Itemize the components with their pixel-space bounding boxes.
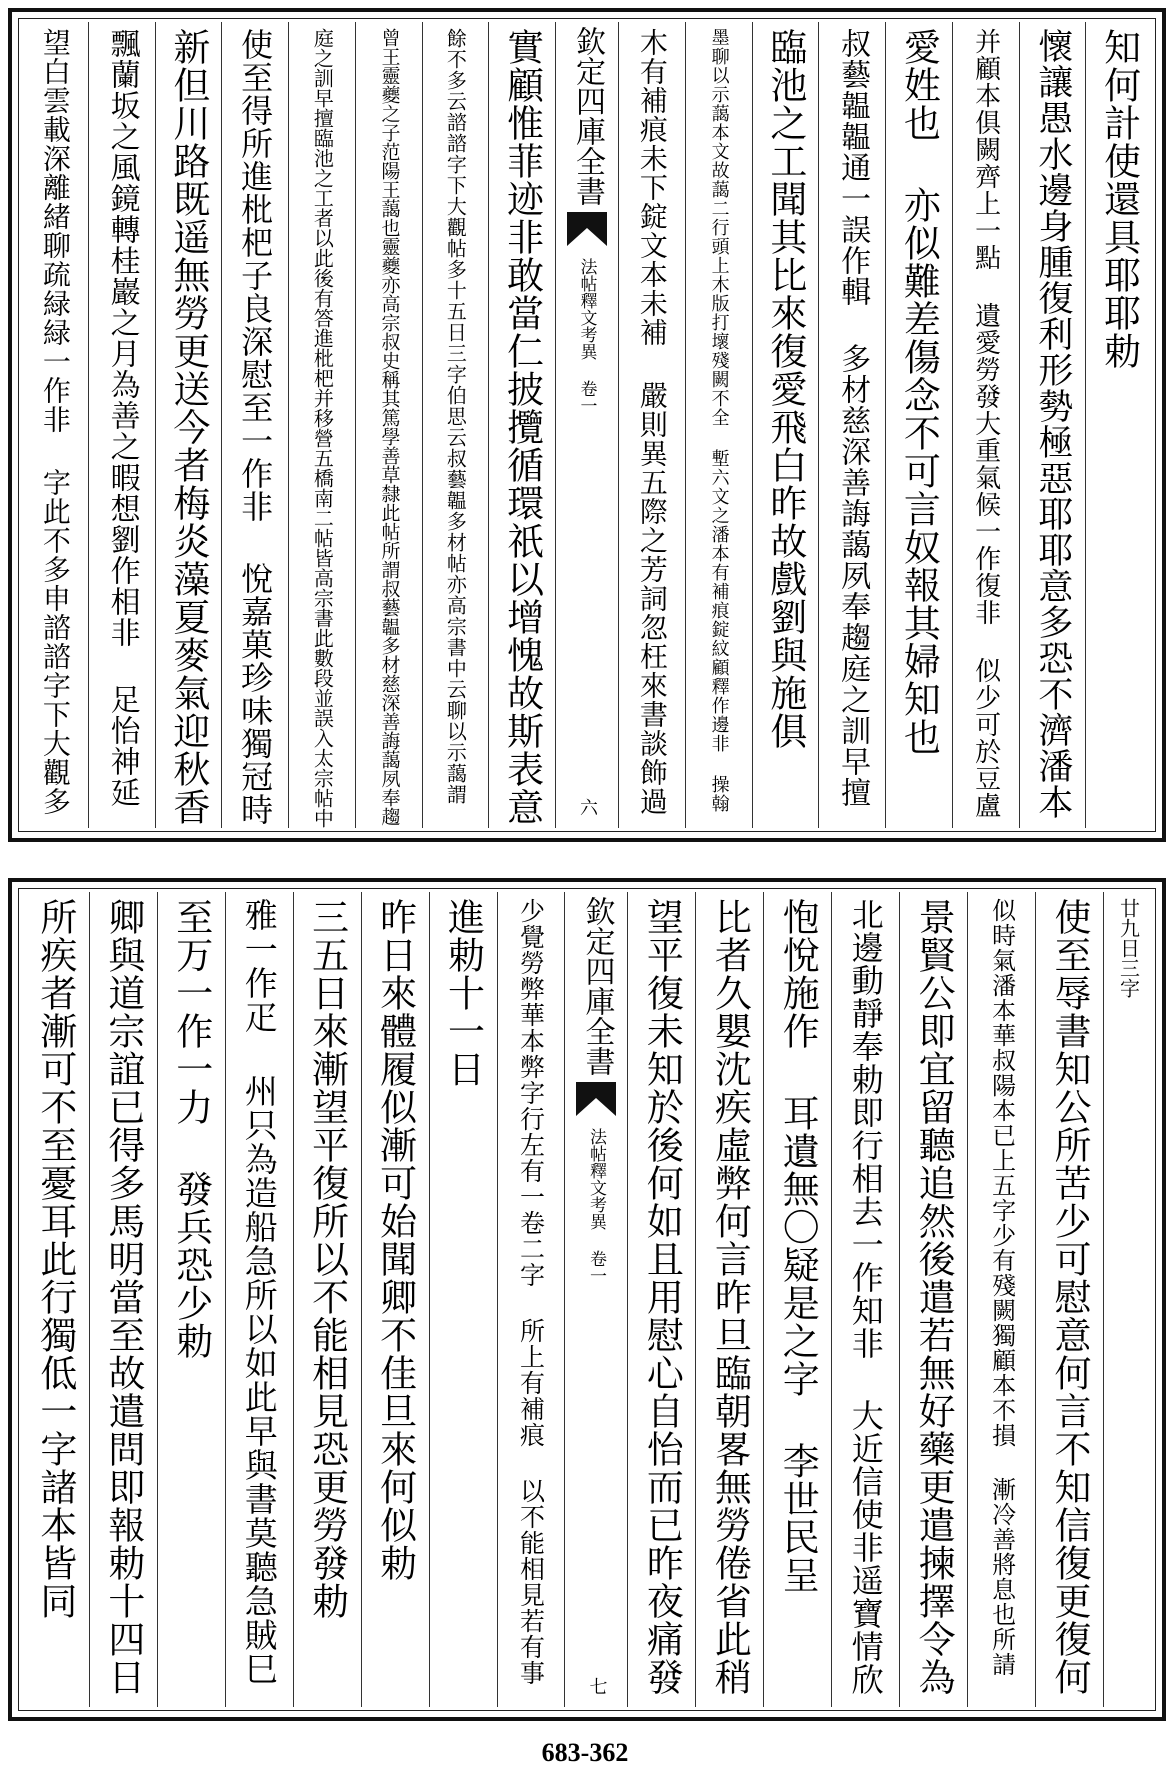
text-column [627, 892, 695, 1707]
column-text: 進勅十一日 [441, 898, 485, 1088]
text-column [1035, 892, 1103, 1707]
text-column [155, 22, 222, 828]
column-text: 雅一作疋 州只為造船急所以如此早與書莫聽急賊巳 [239, 898, 279, 1686]
column-text: 三五日來漸望平復所以不能相見恐更勞發勅 [305, 898, 349, 1620]
text-column [22, 22, 88, 828]
text-column [497, 892, 565, 1707]
column-text: 木有補痕未下錠文本未補 嚴則異五際之芳詞忽枉來書談飾過 [635, 28, 669, 816]
column-text: 昨日來體履似漸可始聞卿不佳旦來何似勅 [373, 898, 417, 1582]
column-text: 廿九日三字 [1116, 898, 1141, 998]
text-column [818, 22, 885, 828]
text-column [885, 22, 952, 828]
column-text: 庭之訓早擅臨池之工者以此後有答進枇杷并移營五橋南二帖皆高宗書此數段並誤入太宗帖中 [310, 28, 335, 828]
column-text: 北邊動靜奉勅即行相去一作知非 大近信使非遥寶情欣 [846, 898, 885, 1696]
column-text: 懷讓愚水邊身腫復利形勢極惡耶耶意多恐不濟潘本 [1032, 28, 1073, 820]
text-column [225, 892, 293, 1707]
column-text: 臨池之工聞其比來復愛飛白昨故戲劉與施俱 [763, 28, 807, 750]
text-column [695, 892, 763, 1707]
text-column [752, 22, 819, 828]
column-text: 并顧本俱闕齊上一點 遺愛勞發大重氣候一作復非 似少可於豆盧 [970, 28, 1001, 819]
column-text: 望平復未知於後何如且用慰心自怡而已昨夜痛發 [640, 898, 684, 1696]
text-column-annotation [288, 22, 355, 828]
text-column [88, 22, 155, 828]
upper-text-columns [22, 22, 1152, 828]
center-fold-column [564, 892, 627, 1707]
upper-page-block [8, 8, 1166, 842]
book-title: 欽定四庫全書 [570, 26, 605, 206]
column-text: 怉悅施作 耳遺無〇疑是之字 李世民呈 [776, 898, 820, 1594]
book-title: 欽定四庫全書 [579, 896, 615, 1076]
column-text: 墨聊以示藹本文故藹二行頭上木版打壞殘闕不全 塹六文之潘本有補痕錠紋顧釋作邊非 操翰 [708, 28, 730, 813]
column-text: 使至得所進枇杷子良深慰至一作非 悅嘉菓珍味獨冠時 [236, 28, 275, 826]
text-column-annotation [1103, 892, 1152, 1707]
text-column [831, 892, 899, 1707]
text-column [618, 22, 685, 828]
text-column [899, 892, 967, 1707]
volume-subtitle: 法帖釋文考異 卷一 [585, 1128, 606, 1284]
text-column [488, 22, 555, 828]
column-text: 飄蘭坂之風鏡轉桂巖之月為善之暇想劉作相非 足怡神延 [104, 28, 140, 808]
column-text: 望白雲載深離緒聊疏緑緑一作非 字此不多申諮諮字下大觀多 [38, 28, 72, 816]
text-column [89, 892, 157, 1707]
text-column [967, 892, 1035, 1707]
text-column [221, 22, 288, 828]
text-column [422, 22, 489, 828]
text-column [293, 892, 361, 1707]
column-text: 比者久嬰沈疾虛弊何言昨旦臨朝畧無勞倦省此稍 [708, 898, 752, 1696]
column-text: 卿與道宗誼已得多馬明當至故遣問即報勅十四日 [101, 898, 145, 1696]
column-text: 餘不多云諮諮字下大觀帖多十五日三字伯思云叔藝韞多材帖亦高宗書中云聊以示藹謂 [443, 28, 468, 805]
column-text: 少覺勞弊華本弊字行左有一卷二字 所上有補痕 以不能相見若有事 [516, 898, 546, 1686]
text-column-annotation [355, 22, 422, 828]
text-column [1019, 22, 1086, 828]
volume-subtitle: 法帖釋文考異 卷一 [576, 258, 597, 414]
text-column [429, 892, 497, 1707]
text-column [685, 22, 752, 828]
column-text: 景賢公即宜留聽追然後遣若無好藥更遣揀擇令為 [912, 898, 956, 1696]
fishtail-ornament-icon [576, 1082, 616, 1116]
text-column [763, 892, 831, 1707]
column-text: 所疾者漸可不至憂耳此行獨低一字諸本皆同 [33, 898, 77, 1620]
column-text: 使至辱書知公所苦少可慰意何言不知信復更復何 [1048, 898, 1092, 1696]
text-column [22, 892, 89, 1707]
column-text: 知何計使還具耶耶勅 [1097, 28, 1141, 370]
fishtail-ornament-icon [567, 212, 607, 246]
column-text: 至万一作一力 發兵恐少勅 [169, 898, 213, 1360]
lower-page-block [8, 878, 1166, 1721]
lower-text-columns [22, 892, 1152, 1707]
folio-number: 六 [577, 798, 598, 816]
page-code: 683-362 [541, 1738, 629, 1767]
column-text: 愛姓也 亦似難差傷念不可言奴報其婦知也 [897, 28, 941, 756]
column-text: 叔藝韞韞通一誤作輯 多材慈深善誨藹夙奉趨庭之訓早擅 [835, 28, 871, 808]
column-text: 曾王靈夔之子范陽王藹也靈夔亦高宗叔史稱其篤學善草隸此帖所謂叔藝韞多材慈深善誨藹夙奉趨 [378, 28, 401, 826]
column-text: 新但川路既遥無勞更送今者梅炎藻夏麥氣迎秋香 [166, 28, 210, 826]
text-column [157, 892, 225, 1707]
center-fold-column [555, 22, 618, 828]
text-column [361, 892, 429, 1707]
text-column [1085, 22, 1152, 828]
column-text: 實顧惟菲迹非敢當仁披攬循環祇以增愧故斯表意 [500, 28, 544, 826]
folio-number: 七 [586, 1677, 608, 1695]
text-column [952, 22, 1019, 828]
column-text: 似時氣潘本華叔陽本已上五字少有殘闕獨顧本不損 漸冷善將息也所請 [987, 898, 1016, 1677]
